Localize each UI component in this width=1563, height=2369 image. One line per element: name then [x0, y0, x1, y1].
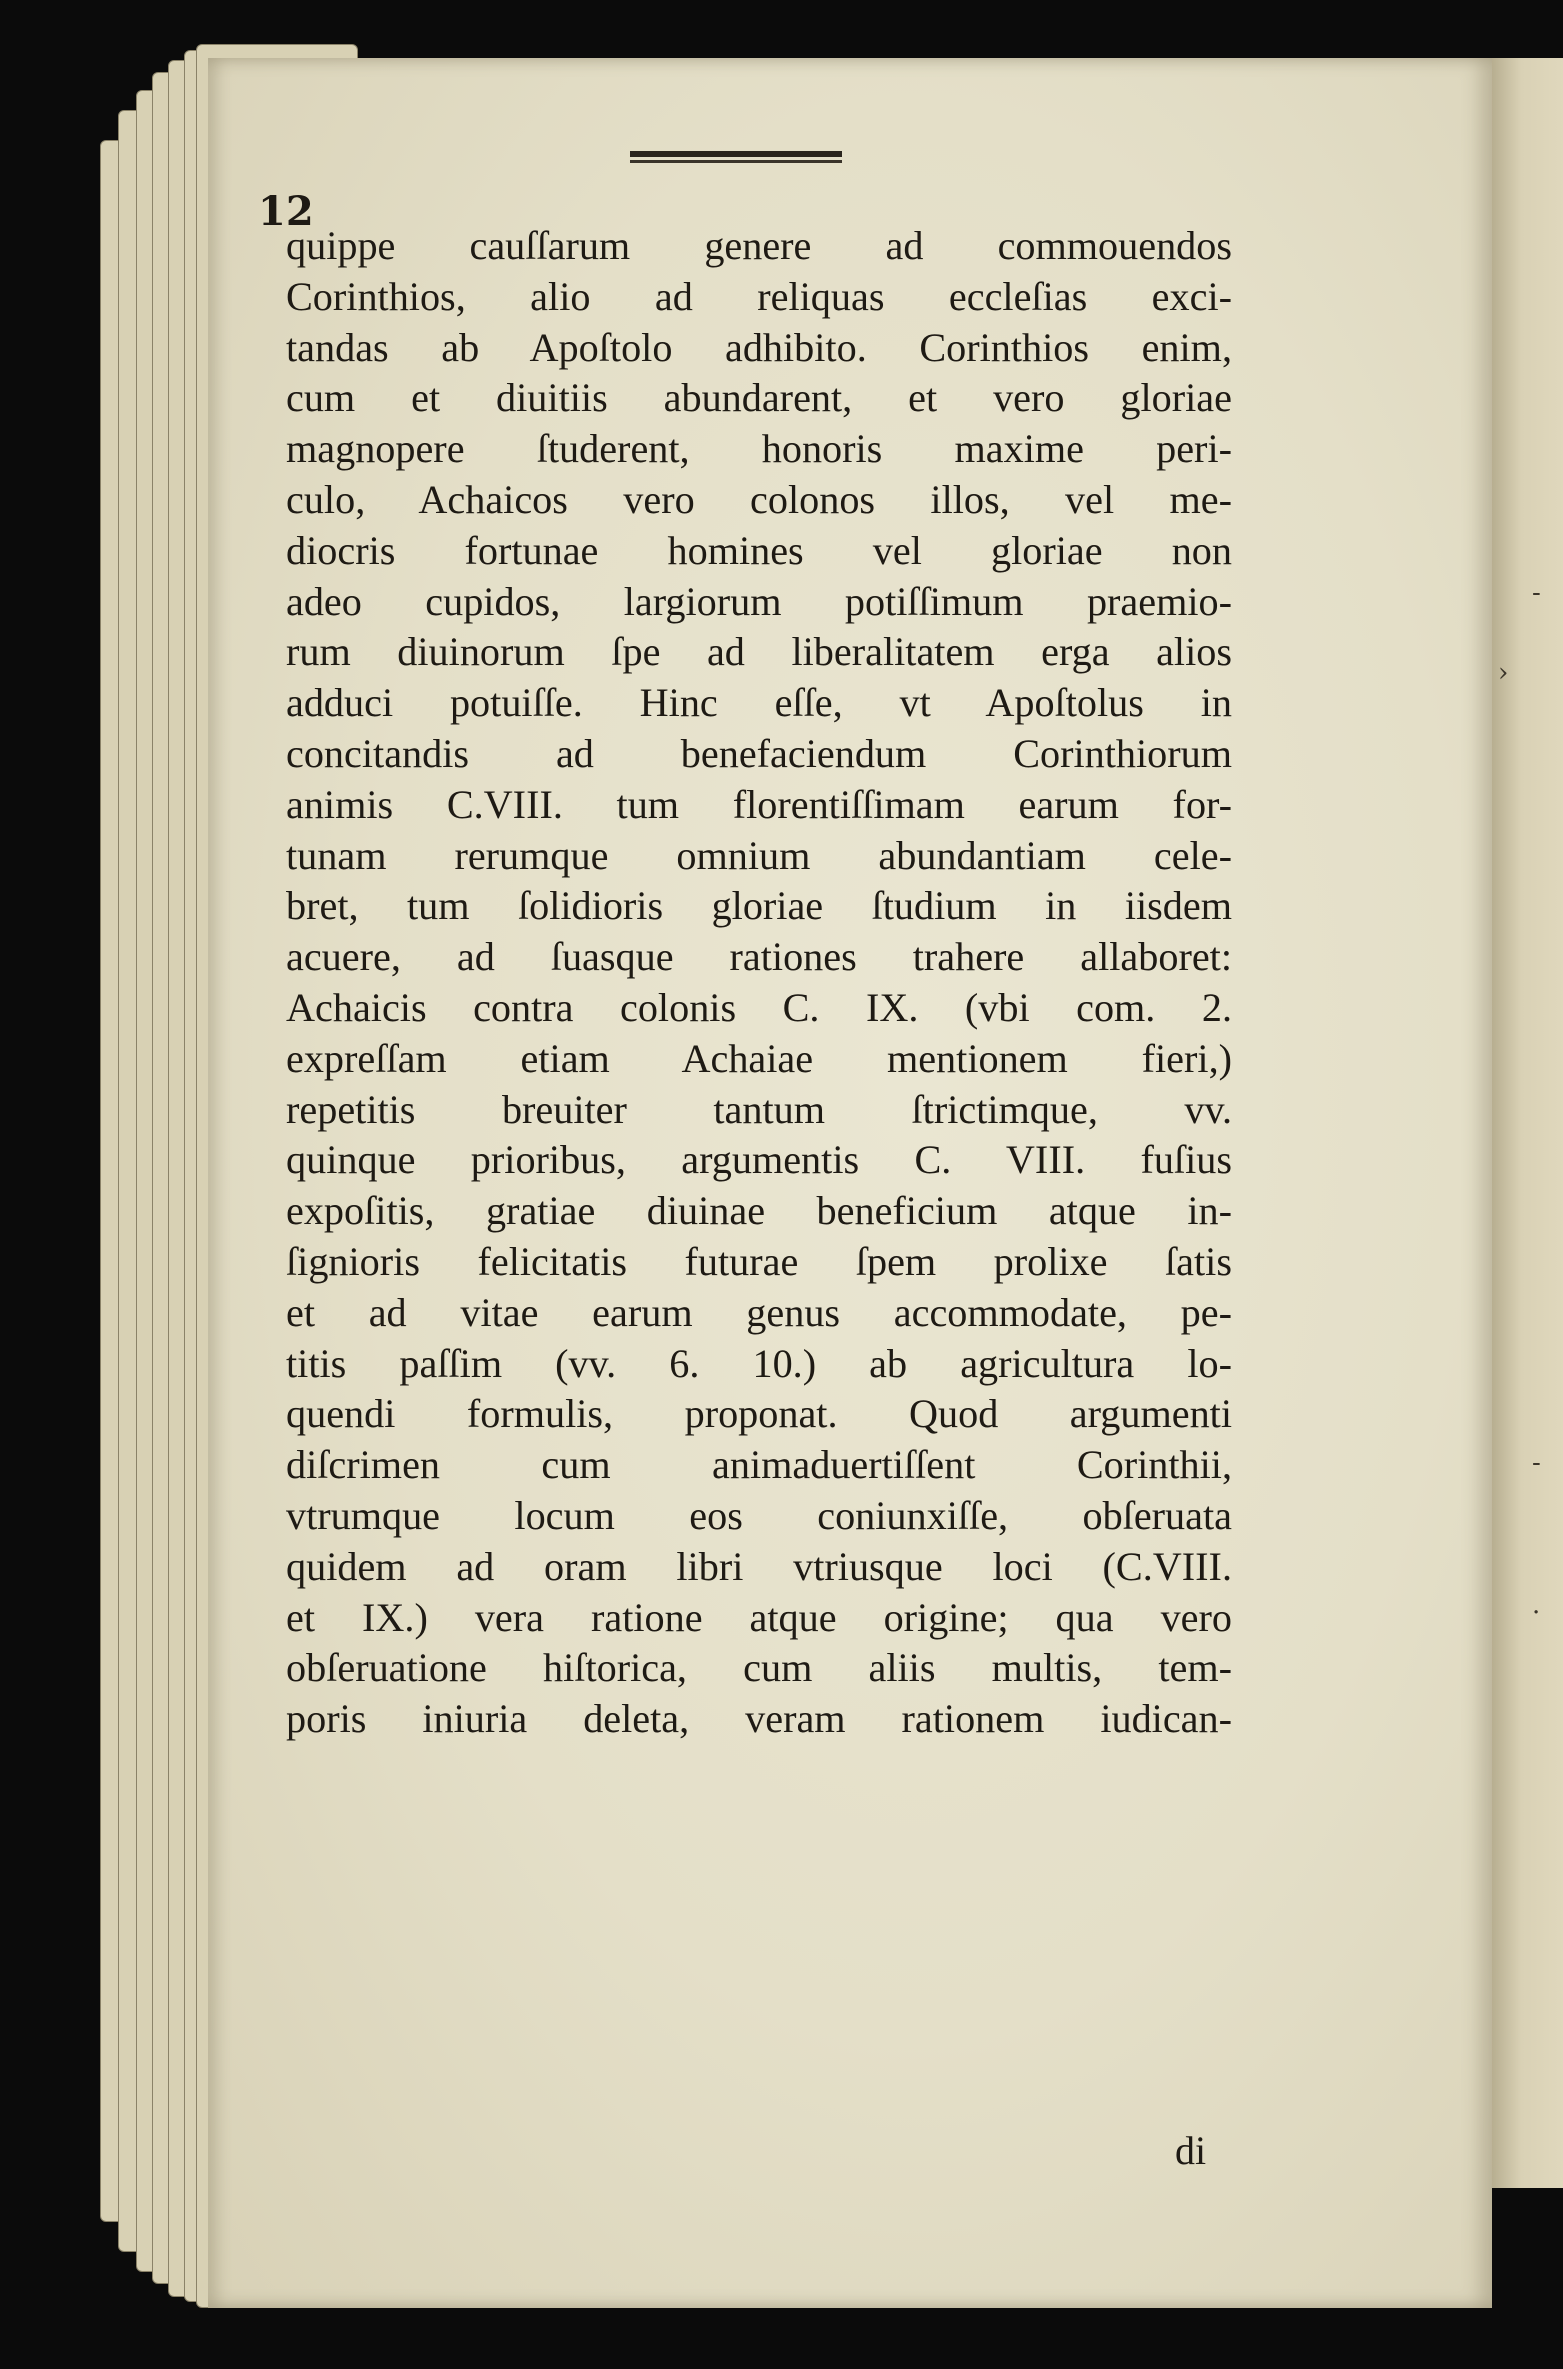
- text-line: cum et diuitiis abundarent, et vero gloriae: [286, 375, 1232, 421]
- text-line: vtrumque locum eos coniunxiſſe, obſeruata: [286, 1492, 1232, 1538]
- text-line: magnopere ſtuderent, honoris maxime peri-: [286, 426, 1232, 472]
- text-line: tandas ab Apoſtolo adhibito. Corinthios enim,: [286, 324, 1232, 370]
- text-line: ſignioris felicitatis futurae ſpem prolixe ſatis: [286, 1238, 1232, 1284]
- text-line: diocris fortunae homines vel gloriae non: [286, 527, 1232, 573]
- text-line: animis C.VIII. tum florentiſſimam earum for-: [286, 781, 1232, 827]
- facing-page-mark: ·: [1532, 1598, 1541, 1628]
- text-line: et IX.) vera ratione atque origine; qua vero: [286, 1594, 1232, 1640]
- text-line: quippe cauſſarum genere ad commouendos: [286, 223, 1232, 268]
- header-rule: [630, 151, 842, 165]
- text-line: expreſſam etiam Achaiae mentionem fieri,): [286, 1035, 1232, 1081]
- text-line: concitandis ad benefaciendum Corinthiorum: [286, 730, 1232, 776]
- text-line: culo, Achaicos vero colonos illos, vel me-: [286, 476, 1232, 522]
- text-line: titis paſſim (vv. 6. 10.) ab agricultura lo-: [286, 1340, 1232, 1386]
- text-line: acuere, ad ſuasque rationes trahere allaboret:: [286, 934, 1232, 980]
- text-line: poris iniuria deleta, veram rationem iudican-: [286, 1696, 1232, 1742]
- text-line: expoſitis, gratiae diuinae beneficium atque in-: [286, 1188, 1232, 1234]
- text-line: rum diuinorum ſpe ad liberalitatem erga alios: [286, 629, 1232, 675]
- body-text: [286, 221, 1232, 1745]
- text-line: bret, tum ſolidioris gloriae ſtudium in iisdem: [286, 883, 1232, 929]
- page-number: 12: [258, 188, 314, 235]
- facing-page-mark: -: [1532, 1448, 1541, 1478]
- text-line: diſcrimen cum animaduertiſſent Corinthii,: [286, 1442, 1232, 1488]
- facing-page: [1490, 58, 1563, 2188]
- facing-page-mark: ›: [1498, 658, 1509, 688]
- text-line: quendi formulis, proponat. Quod argumenti: [286, 1391, 1232, 1437]
- text-line: adduci potuiſſe. Hinc eſſe, vt Apoſtolus in: [286, 680, 1232, 726]
- text-line: repetitis breuiter tantum ſtrictimque, vv.: [286, 1086, 1232, 1132]
- text-line: Corinthios, alio ad reliquas eccleſias exci-: [286, 273, 1232, 319]
- text-line: tunam rerumque omnium abundantiam cele-: [286, 832, 1232, 878]
- text-line: quidem ad oram libri vtriusque loci (C.VIII.: [286, 1543, 1232, 1589]
- text-line: obſeruatione hiſtorica, cum aliis multis, tem-: [286, 1645, 1232, 1691]
- text-line: Achaicis contra colonis C. IX. (vbi com. 2.: [286, 984, 1232, 1030]
- text-line: adeo cupidos, largiorum potiſſimum praemio-: [286, 578, 1232, 624]
- text-line: quinque prioribus, argumentis C. VIII. fuſius: [286, 1137, 1232, 1183]
- facing-page-mark: -: [1532, 578, 1541, 608]
- text-line: et ad vitae earum genus accommodate, pe-: [286, 1289, 1232, 1335]
- catchword: di: [1175, 2128, 1207, 2173]
